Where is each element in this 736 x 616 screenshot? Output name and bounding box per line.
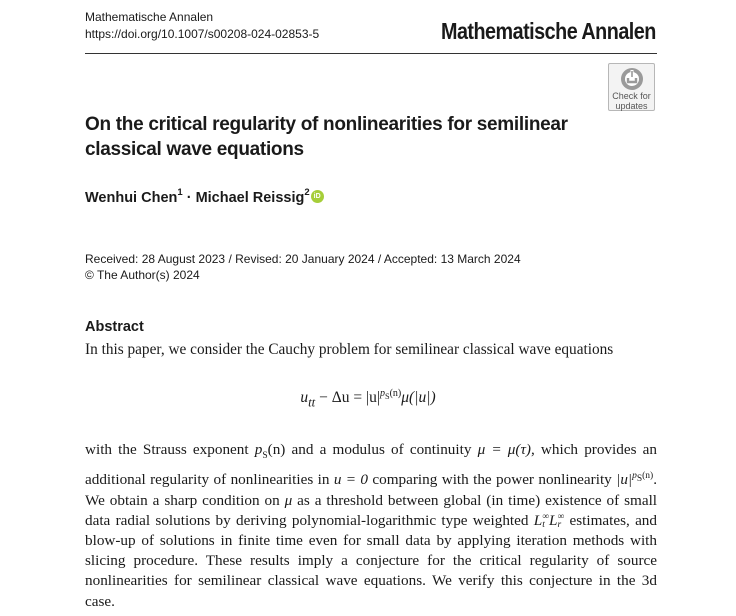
L-r-sup: ∞ bbox=[557, 512, 565, 523]
modulus-formula: μ = μ(τ) bbox=[477, 441, 531, 458]
journal-name-large: Mathematische Annalen bbox=[441, 18, 656, 44]
badge-text-2: updates bbox=[615, 101, 648, 111]
eq-lhs-sub: tt bbox=[308, 394, 316, 410]
abstract-text-7: estimates, and blow-up of solutions in finite time even for small data by applying iteration methods with slicing procedure. These results imply a conjecture for the critical regularity of source nonlinearities for semilinear classical wave equations. We verify this conjecture in the 3d case. bbox=[85, 511, 657, 610]
abstract-text-5: . We obtain a sharp condition on bbox=[85, 471, 658, 509]
main-equation bbox=[0, 388, 736, 410]
strauss-exponent-rest: (n) bbox=[267, 441, 286, 458]
abstract-intro: In this paper, we consider the Cauchy problem for semilinear classical wave equations bbox=[85, 341, 614, 358]
abstract-text-4: comparing with the power nonlinearity bbox=[368, 471, 617, 489]
abstract-heading: Abstract bbox=[85, 319, 144, 335]
abstract-text-1: with the Strauss exponent bbox=[85, 441, 255, 458]
eq-rhs: μ(|u|) bbox=[401, 389, 436, 407]
check-for-updates-badge[interactable] bbox=[608, 63, 655, 111]
badge-text-1: Check for bbox=[612, 91, 651, 101]
L-t-sub: t bbox=[542, 520, 545, 531]
strauss-exponent-sub: S bbox=[262, 451, 268, 462]
author-2-affiliation: 2 bbox=[304, 187, 310, 198]
header-rule bbox=[85, 53, 657, 54]
L-t-sup: ∞ bbox=[542, 512, 549, 523]
L-t-norm: L bbox=[533, 511, 543, 529]
power-exponent: p bbox=[632, 471, 637, 482]
L-r-sub: r bbox=[557, 520, 562, 531]
copyright: © The Author(s) 2024 bbox=[85, 268, 200, 282]
journal-name-small: Mathematische Annalen bbox=[85, 10, 214, 24]
article-dates: Received: 28 August 2023 / Revised: 20 January 2024 / Accepted: 13 March 2024 bbox=[85, 252, 521, 266]
abstract-text-6: as a threshold between global (in time) existence of small data radial solutions by deriving polynomial-logarithmic type weighted bbox=[85, 491, 658, 529]
eq-mid: − Δu = |u| bbox=[315, 389, 380, 407]
author-2[interactable]: Michael Reissig bbox=[195, 189, 305, 206]
eq-exponent-rest: (n) bbox=[389, 388, 402, 399]
author-1-affiliation: 1 bbox=[177, 187, 183, 198]
author-line bbox=[85, 188, 324, 206]
author-1[interactable]: Wenhui Chen bbox=[85, 189, 178, 206]
abstract-text-3: , which provides an additional regularity of nonlinearities in bbox=[85, 441, 657, 489]
L-r-norm: L bbox=[548, 511, 558, 529]
power-exponent-sub: S bbox=[636, 474, 643, 485]
article-title: On the critical regularity of nonlinearities for semilinear classical wave equations bbox=[85, 114, 568, 160]
strauss-exponent: p bbox=[254, 441, 263, 458]
u-zero-formula: u = 0 bbox=[333, 471, 369, 489]
abstract-body bbox=[85, 440, 657, 612]
abstract-text-2: and a modulus of continuity bbox=[285, 441, 478, 458]
eq-lhs: u bbox=[300, 389, 309, 407]
doi-link[interactable]: https://doi.org/10.1007/s00208-024-02853-5 bbox=[85, 27, 320, 41]
check-updates-icon bbox=[619, 67, 645, 91]
eq-exponent: p bbox=[379, 388, 385, 399]
mu-symbol: μ bbox=[284, 491, 293, 509]
power-exponent-rest: (n) bbox=[642, 471, 654, 482]
author-separator: · bbox=[182, 189, 196, 206]
power-nonlinearity: |u| bbox=[616, 471, 633, 489]
orcid-icon[interactable]: iD bbox=[311, 190, 324, 203]
eq-exponent-sub: S bbox=[384, 392, 390, 401]
